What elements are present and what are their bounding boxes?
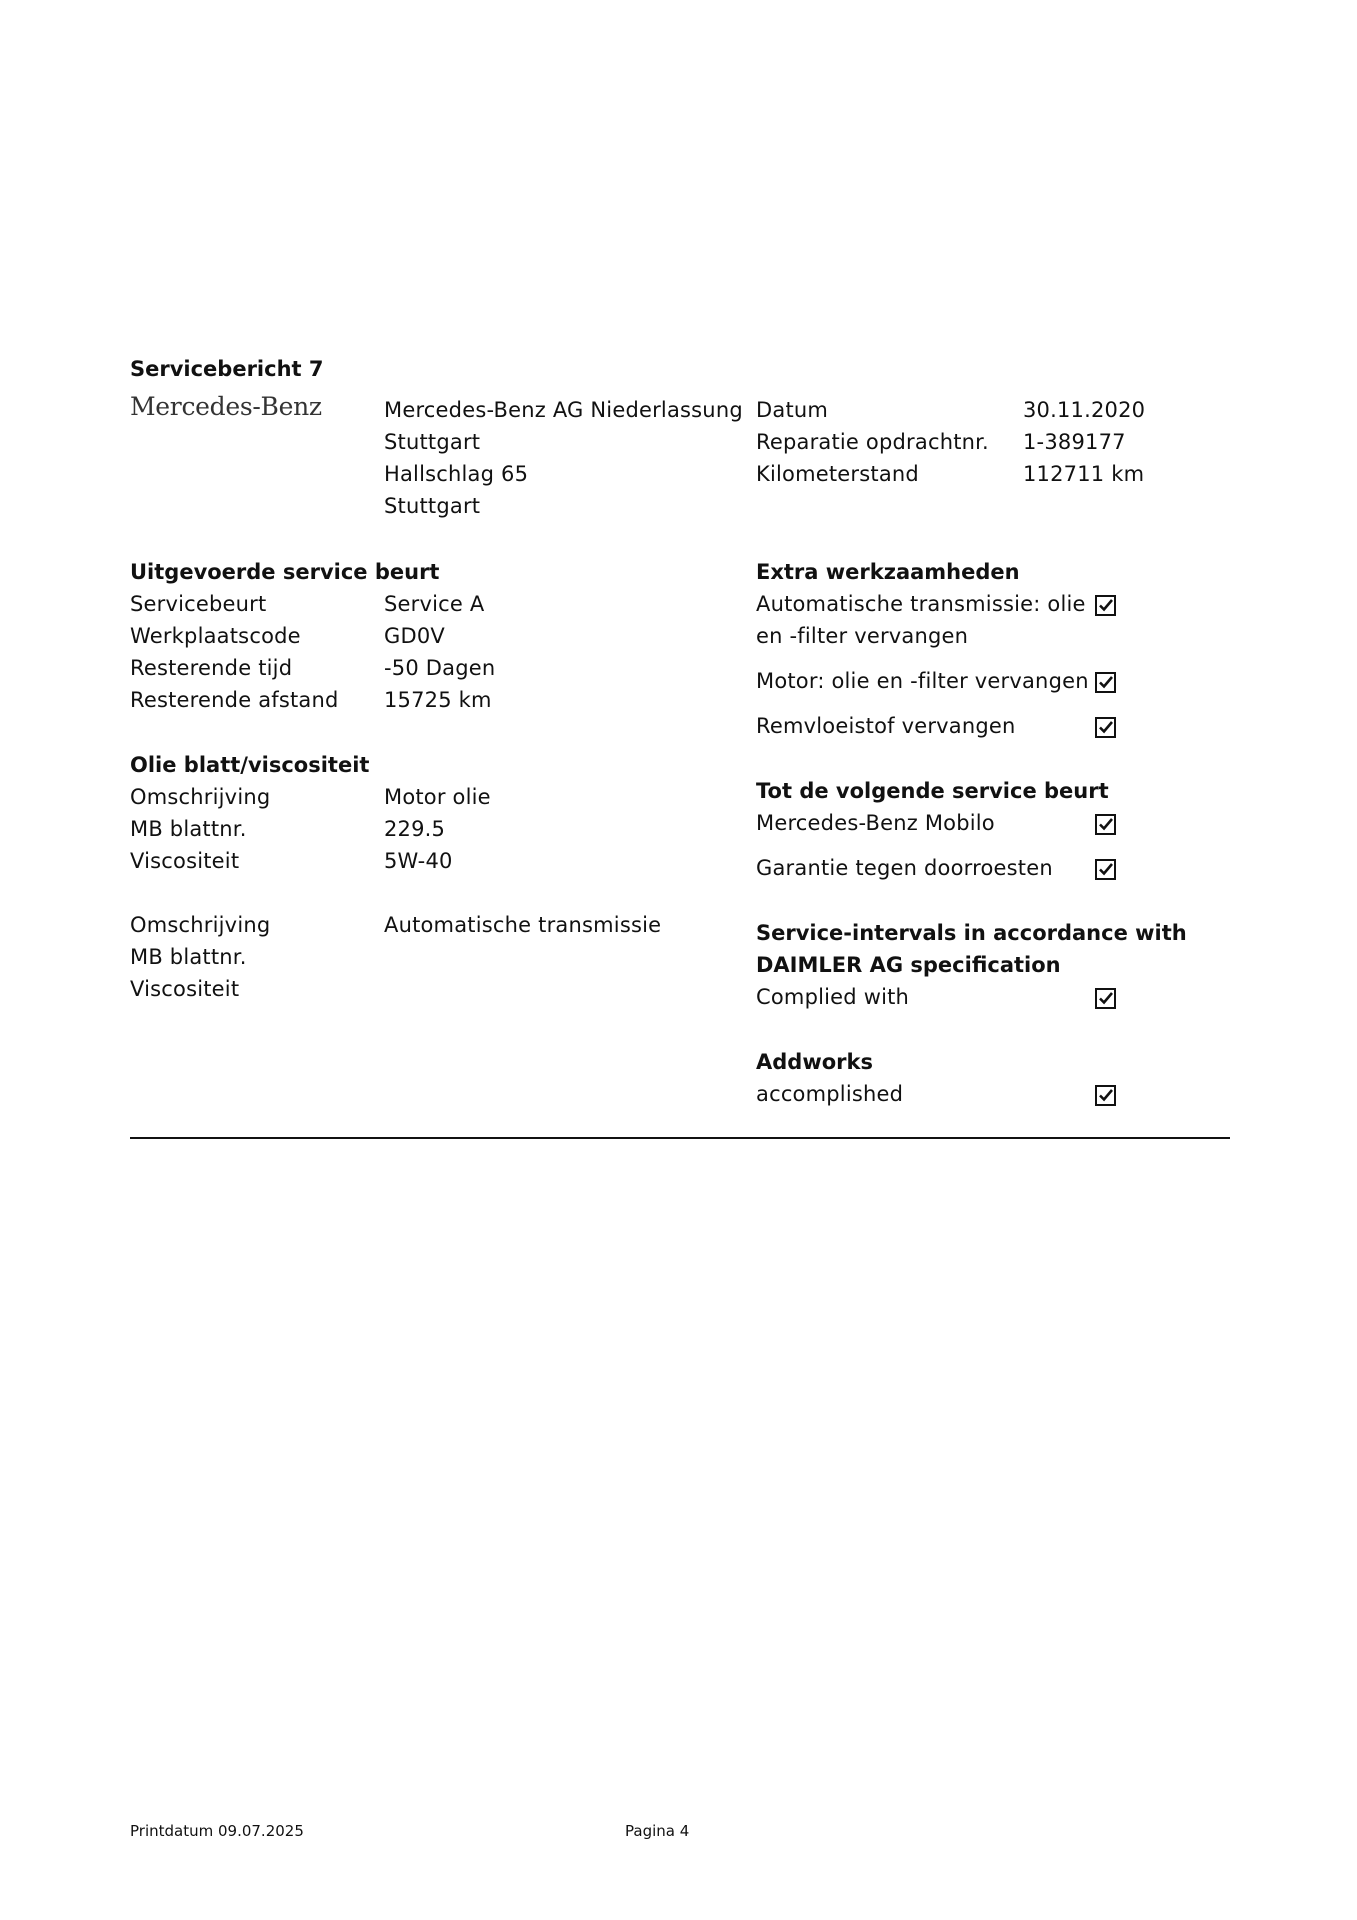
date-label: Datum	[756, 398, 829, 422]
extra-work-heading: Extra werkzaamheden	[756, 560, 1020, 584]
page-number: Pagina 4	[625, 1822, 690, 1840]
extra-item-label: Motor: olie en -filter vervangen	[756, 669, 1089, 693]
intervals-item-label: Complied with	[756, 985, 910, 1009]
oil-row-value: Automatische transmissie	[384, 913, 662, 937]
extra-item-label: Automatische transmissie: olie	[756, 592, 1086, 616]
addworks-heading: Addworks	[756, 1050, 873, 1074]
print-date: Printdatum 09.07.2025	[130, 1822, 304, 1840]
addworks-item-label: accomplished	[756, 1082, 904, 1106]
oil-row-label: Omschrijving	[130, 913, 271, 937]
date-value: 30.11.2020	[1023, 398, 1146, 422]
oil-heading: Olie blatt/viscositeit	[130, 753, 370, 777]
oil-row-label: MB blattnr.	[130, 817, 247, 841]
checkbox-checked-icon	[1095, 859, 1116, 880]
checkbox-checked-icon	[1095, 595, 1116, 616]
oil-row-value: Motor olie	[384, 785, 491, 809]
intervals-heading-1: Service-intervals in accordance with	[756, 921, 1187, 945]
checkbox-checked-icon	[1095, 1085, 1116, 1106]
section-divider	[130, 1137, 1230, 1139]
service-heading: Uitgevoerde service beurt	[130, 560, 440, 584]
service-row-value: -50 Dagen	[384, 656, 496, 680]
mileage-value: 112711 km	[1023, 462, 1145, 486]
dealer-line-1: Mercedes-Benz AG Niederlassung	[384, 398, 743, 422]
oil-row-label: MB blattnr.	[130, 945, 247, 969]
service-row-label: Servicebeurt	[130, 592, 267, 616]
brand-logo: Mercedes-Benz	[130, 392, 322, 421]
service-row-value: Service A	[384, 592, 485, 616]
checkbox-checked-icon	[1095, 814, 1116, 835]
dealer-line-4: Stuttgart	[384, 494, 481, 518]
dealer-line-2: Stuttgart	[384, 430, 481, 454]
service-row-value: 15725 km	[384, 688, 492, 712]
extra-item-label-cont: en -filter vervangen	[756, 624, 969, 648]
oil-row-label: Viscositeit	[130, 977, 240, 1001]
next-item-label: Mercedes-Benz Mobilo	[756, 811, 995, 835]
oil-row-label: Viscositeit	[130, 849, 240, 873]
report-title: Servicebericht 7	[130, 357, 324, 381]
oil-row-value: 229.5	[384, 817, 446, 841]
checkbox-checked-icon	[1095, 672, 1116, 693]
next-item-label: Garantie tegen doorroesten	[756, 856, 1053, 880]
service-row-label: Resterende afstand	[130, 688, 339, 712]
order-number-label: Reparatie opdrachtnr.	[756, 430, 989, 454]
oil-row-value: 5W-40	[384, 849, 453, 873]
service-row-label: Resterende tijd	[130, 656, 293, 680]
oil-row-label: Omschrijving	[130, 785, 271, 809]
checkbox-checked-icon	[1095, 717, 1116, 738]
checkbox-checked-icon	[1095, 988, 1116, 1009]
service-row-label: Werkplaatscode	[130, 624, 301, 648]
intervals-heading-2: DAIMLER AG specification	[756, 953, 1061, 977]
extra-item-label: Remvloeistof vervangen	[756, 714, 1016, 738]
next-service-heading: Tot de volgende service beurt	[756, 779, 1109, 803]
service-row-value: GD0V	[384, 624, 445, 648]
dealer-line-3: Hallschlag 65	[384, 462, 529, 486]
mileage-label: Kilometerstand	[756, 462, 919, 486]
order-number-value: 1-389177	[1023, 430, 1126, 454]
